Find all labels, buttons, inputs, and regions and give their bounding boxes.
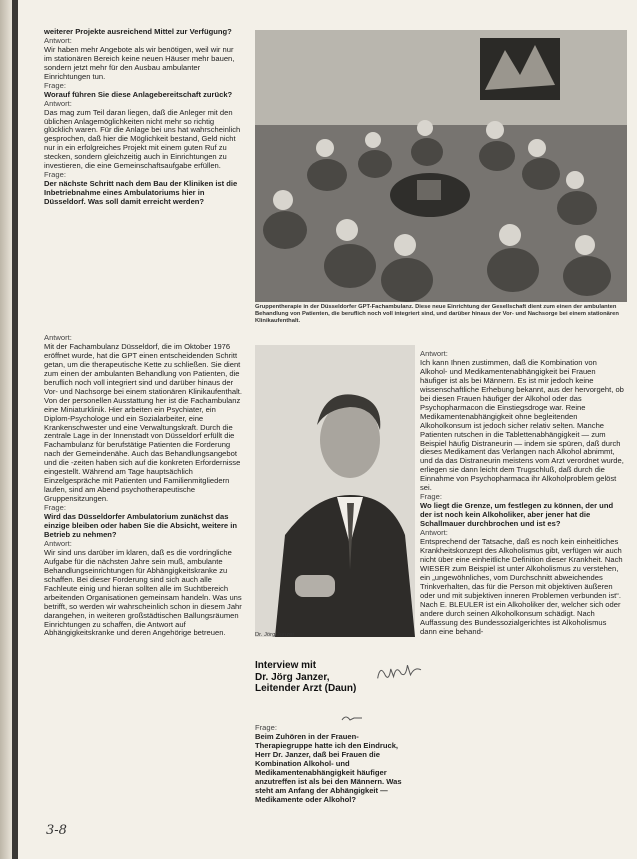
handwritten-signature xyxy=(374,655,426,686)
interview-title-line: Dr. Jörg Janzer, xyxy=(255,671,330,683)
answer-text: Wir sind uns darüber im klaren, daß es die vordringliche Aufgabe für die nächsten Jahre sein muß, ambulante Behandlungseinrichtungen für Abhängigkeitskranke zu schaffen. Bei dieser Forderung sind sich auch alle Fachleute einig und hieran sollten alle im Suchtbereich arbeitenden Organisationen gemeinsam handeln. Was uns betrifft, so werden wir wahrscheinlich schon in diesem Jahr darangehen, in weiteren großstädtischen Ballungsräumen Einrichtungen zu schaffen, die Antwort auf Abhängigkeitskranke und deren Angehörige betreuen. xyxy=(44,547,242,638)
speaker-label: Antwort: xyxy=(420,528,448,538)
question-text: Beim Zuhören in der Frauen-Therapiegruppe hatte ich den Eindruck, Herr Dr. Janzer, daß bei Frauen die Kombination Alkohol- und Medikamentenabhängigkeit häufiger anzutreffen ist als bei den Männern. Was steht am Anfang der Abhängigkeit — Medikamente oder Alkohol? xyxy=(255,731,402,804)
portrait-photo xyxy=(255,345,415,637)
question-text: Der nächste Schritt nach dem Bau der Kliniken ist die Inbetriebnahme eines Ambulatoriums hier in Düsseldorf. Was soll damit erreicht werden? xyxy=(44,179,238,207)
speaker-label: Antwort: xyxy=(44,538,72,548)
speaker-label: Antwort: xyxy=(44,333,72,342)
question-text: Wo liegt die Grenze, um festlegen zu können, der und der ist noch kein Alkoholiker, aber jener hat die Schallmauer durchbrochen und ist es? xyxy=(420,501,614,529)
question-text: Worauf führen Sie diese Anlagebereitschaft zurück? xyxy=(44,89,233,99)
answer-text: Mit der Fachambulanz Düsseldorf, die im Oktober 1976 eröffnet wurde, hat die GPT einen entscheidenden Schritt getan, um die therapeutische Kette zu schließen. Sie dient zum einen der ambulanten Behandlung von Patienten, die beruflich noch voll integriert sind und darüber hinaus der Vor- und Nachsorge bei einem stationären Klinikaufenthalt. Von der personellen Ausstattung her ist die Fachambulanz eine Miniaturklinik. Hier arbeiten ein Psychiater, ein Diplom-Psychologe und ein Sozialarbeiter, eine Krankenschwester und eine Verwaltungskraft. Durch die zentrale Lage in der Innenstadt von Düsseldorf erfüllt die Fachambulanz für berufstätige Patienten die Forderung nach der Gemeindenähe. Auch das Behandlungsangebot und die -zeiten haben sich auf die konkreten Erfordernisse eingestellt. Während am Tage hauptsächlich Einzelgespräche mit Patienten und Familienmitgliedern laufen, sind am Abend psychotherapeutische Gruppensitzungen. xyxy=(44,341,242,504)
speaker-label: Antwort: xyxy=(420,349,448,358)
speaker-label: Antwort: xyxy=(44,35,72,45)
group-therapy-photo xyxy=(255,30,627,302)
group-therapy-illustration xyxy=(255,30,627,302)
portrait-caption: Dr. Jörg Janzer xyxy=(255,632,295,638)
left-column-top xyxy=(44,28,242,207)
speaker-label: Frage: xyxy=(44,503,66,513)
answer-text: Ich kann Ihnen zustimmen, daß die Kombination von Alkohol- und Medikamentenabhängigkeit bei Frauen häufiger ist als bei Männern. Es ist mir jedoch keine wissenschaftliche Erhebung bekannt, aus der hervorgeht, ob bei diesen Frauen häufiger der Alkohol oder das Psychopharmacon die Einstiegsdroge war. Reine Medikamentenabhängigkeit ohne begleitenden Alkoholkonsum ist jedoch sicher relativ selten. Manche Patienten rutschen in die Tablettenabhängigkeit — zum Beispiel häufig Distraneurin — indem sie spüren, daß durch dieses Medikament das Verlangen nach Alkohol abnimmt, und da das Distraneurin meistens vom Arzt verordnet wurde, erliegen sie dann leicht dem Trugschluß, daß durch die Einnahme von Psychopharmaca ihr Alkoholproblem gelöst sei. xyxy=(420,357,624,493)
speaker-label: Frage: xyxy=(420,492,442,502)
speaker-label: Frage: xyxy=(44,80,66,90)
speaker-label: Frage: xyxy=(44,170,66,180)
speaker-label: Antwort: xyxy=(44,98,72,108)
handwritten-mark xyxy=(340,712,364,724)
right-column xyxy=(420,350,624,637)
answer-text: Entsprechend der Tatsache, daß es noch kein einheitliches Krankheitskonzept des Alkoholismus gibt, verfügen wir auch nicht über eine einheitliche Definition dieser Krankheit. Nach WIESER zum Beispiel ist unter Alkoholismus zu verstehen, ein „ungewöhnliches, vom Durchschnitt abweichendes Trinkverhalten, das für die Person mit objektiven äußeren oder und mit subjektiven inneren Problemen verbunden ist“. Nach E. BLEULER ist ein Alkoholiker der, welcher sich oder andere durch seinen Alkoholkonsum schädigt. Nach Auffassung des Bundessozialgerichtes ist Alkoholismus dann eine behand- xyxy=(420,537,623,636)
question-text: weiterer Projekte ausreichend Mittel zur Verfügung? xyxy=(44,27,232,36)
group-photo-caption: Gruppentherapie in der Düsseldorfer GPT-Fachambulanz. Diese neue Einrichtung der Gesellschaft dient zum einen der ambulanten Behandlung von Patienten, die beruflich noch voll integriert sind, und darüber hinaus der Vor- und Nachsorge bei einem stationären Klinikaufenthalt. xyxy=(255,304,619,324)
left-column-bottom xyxy=(44,334,242,638)
middle-column xyxy=(255,724,415,805)
page-binding-shadow xyxy=(0,0,12,859)
portrait-illustration xyxy=(255,345,415,637)
interview-title-line: Leitender Arzt (Daun) xyxy=(255,683,357,694)
speaker-label: Frage: xyxy=(255,723,277,732)
interview-title-line: Interview mit xyxy=(255,660,317,671)
question-text: Wird das Düsseldorfer Ambulatorium zunächst das einzige bleiben oder haben Sie die Absicht, weitere in Betrieb zu nehmen? xyxy=(44,512,237,539)
page-number: 3-8 xyxy=(46,823,67,838)
answer-text: Das mag zum Teil daran liegen, daß die Anleger mit den üblichen Anlagemöglichkeiten nicht mehr so richtig glücklich waren. Für die Anlage bei uns hat wahrscheinlich gesprochen, daß hier die Möglichkeit bestand, Geld nicht nur in ein erfolgreiches Projekt mit einem guten Ruf zu stecken, sondern gleichzeitig auch in Einrichtungen zu investieren, die eine Gemeinschaftsaufgabe erfüllen. xyxy=(44,107,241,171)
answer-text: Wir haben mehr Angebote als wir benötigen, weil wir nur im stationären Bereich keine neuen Häuser mehr bauen, sondern jetzt mehr für den Ausbau ambulanter Einrichtungen tun. xyxy=(44,44,235,81)
